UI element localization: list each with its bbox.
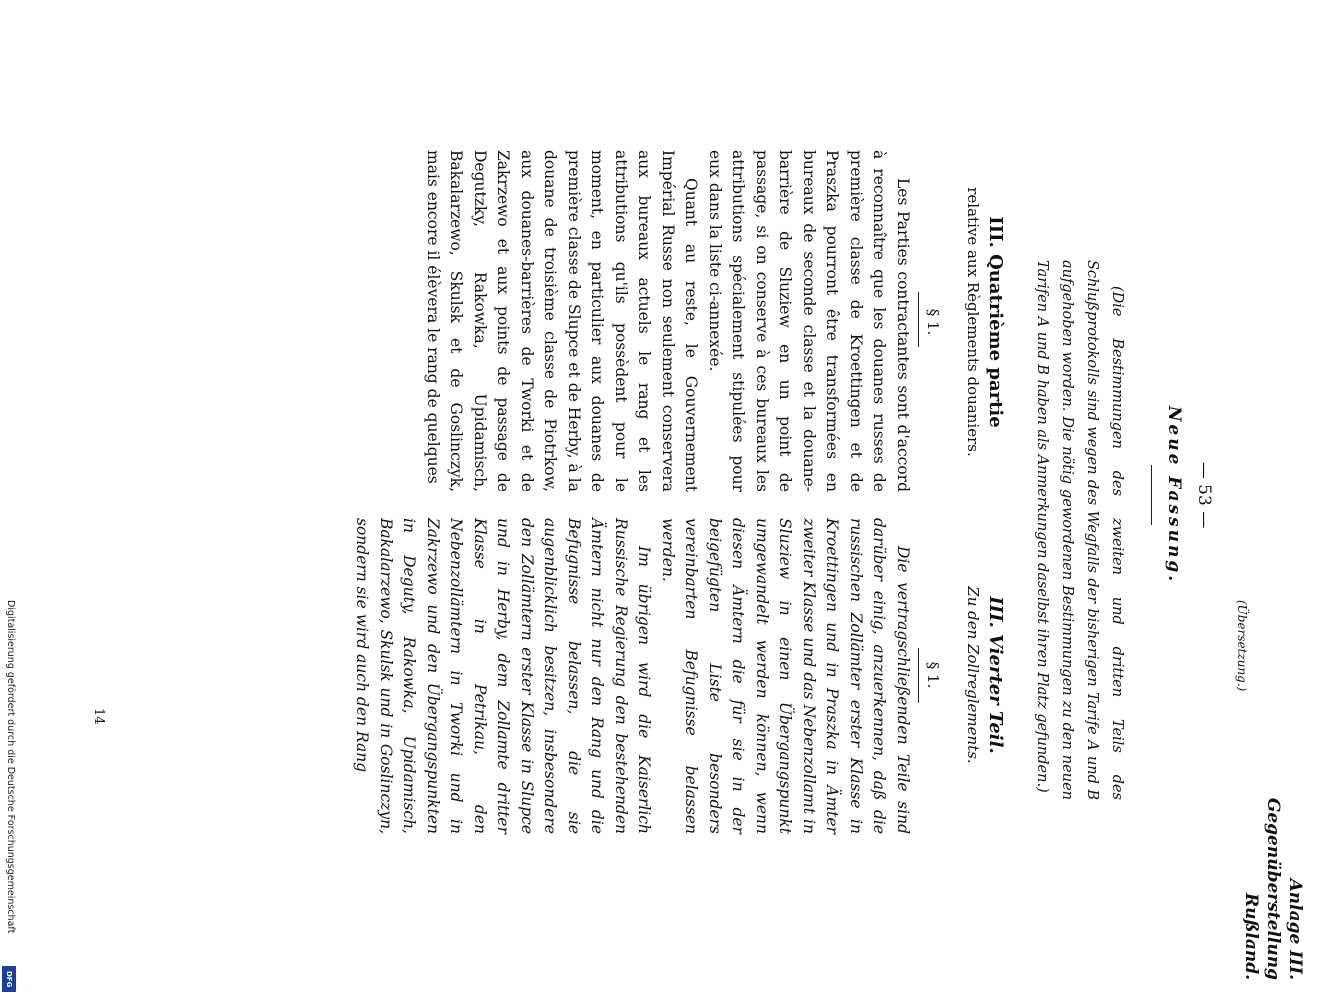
french-part-subtitle: relative aux Règlements douaniers. [964,187,982,457]
german-text [350,518,914,834]
funding-note: Digitalisierung gefördert durch die Deutsche Forschungsgemeinschaft [5,600,16,934]
german-paragraph-2: Im übrigen wird die Kaiserlich Russische Regierung den bestehenden Ämtern nicht nur den Rang und die Befugnisse belassen, die sie augenblicklich besitzen, insbesondere den Zollämtern erster Klasse in Slupce und in Herby, dem Zollamte dritter Klasse in Petrikau, den Nebenzollämtern in Tworki und in Zakrzewo und den Übergangspunkten in Deguty, Rakowka, Upidamisch, Bakalarzewo, Skulsk und in Goslinczyn, sondern sie wird auch den Rang [353,518,654,834]
french-part-title: III. Quatrième partie [985,216,1006,428]
german-paragraph-1: Die vertragschließenden Teile sind darüber einig, anzuerkennen, daß die russischen Zollämter erster Klasse in Kroettingen und in Praszka in Ämter zweiter Klasse und das Nebenzollamt in Sluziew in einen Übergangspunkt umgewandelt werden können, wenn diesen Ämtern die für sie in der beigefügten Liste besonders vereinbarten Befugnisse belassen werden. [659,518,912,834]
german-paragraph-mark: § 1. [924,661,942,689]
french-text [421,150,915,492]
french-paragraph-1: Les Parties contractantes sont d'accord à reconnaître que les douanes russes de première classe de Kroettingen et de Praszka pourront être transformées en bureaux de seconde classe et la douane-barrière de Sluziew en un point de passage, si on conserve à ces bureaux les attributions spécialement stipulées pour eux dans la liste ci-annexée. [706,150,912,492]
french-paragraph-2: Quant au reste, le Gouvernement Impérial Russe non seulement conservera aux bureaux actuels le rang et les attributions qu'ils possèdent pour le moment, en particulier aux douanes de première classe de Slupce et de Herby, à la douane de troisième classe de Piotrkow, aux douanes-barrières de Tworki et de Zakrzewo et aux points de passage de Degutzky, Rakowka, Upidamisch, Bakalarzewo, Skulsk et de Goslinczyk, mais encore il élèvera le rang de quelques [424,150,701,492]
section-rule [1151,465,1152,525]
funding-sidebar [0,600,20,1000]
french-paragraph-mark: § 1. [924,308,942,336]
french-rule [918,292,919,347]
dfg-logo [2,966,16,992]
annex-header [1240,730,1306,980]
german-part-title: III. Vierter Teil. [985,596,1006,754]
annex-title: Anlage III. [1285,878,1305,980]
page-number: — 53 — [1194,461,1214,529]
dfg-logo-text: DFG [5,970,13,988]
section-title: Neue Fassung. [1164,405,1184,585]
sheet-number: 14 [91,708,106,725]
translation-note: (Übersetzung.) [1235,600,1249,692]
german-rule [918,648,919,703]
annex-subtitle: Gegenüberstellung Rußland. [1241,797,1283,980]
german-part-subtitle: Zu den Zollreglements. [964,586,982,764]
intro-note: (Die Bestimmungen des zweiten und dritten Teils des Schlußprotokolls sind wegen des Wegfalls der bisherigen Tarife A und B aufgehoben worden. Die nötig gewordenen Bestimmungen zu den neuen Tarifen A und B haben als Anmerkungen daselbst ihren Platz gefunden.) [1034,260,1125,800]
